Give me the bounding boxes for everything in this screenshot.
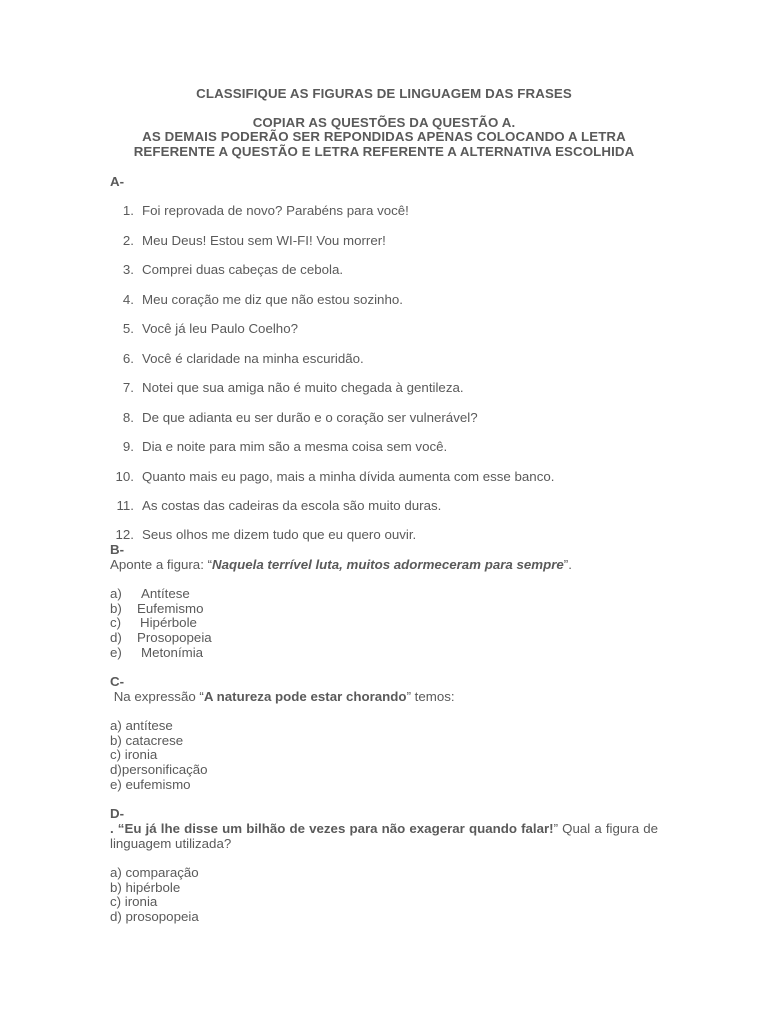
list-item-number: 6. <box>122 351 134 366</box>
list-item-number: 8. <box>122 410 134 425</box>
prompt-prefix: Na expressão “ <box>110 689 204 704</box>
prompt-prefix: Aponte a figura: “ <box>110 557 213 572</box>
list-item: De que adianta eu ser durão e o coração ser vulnerável? <box>142 410 478 425</box>
prompt-quote: Eu já lhe disse um bilhão de vezes para não exagerar quando falar! <box>124 821 554 836</box>
section-b-prompt <box>110 557 572 572</box>
list-item-number: 7. <box>122 380 134 395</box>
prompt-quote: Naquela terrível luta, muitos adormeceram para sempre <box>212 557 564 572</box>
section-b-label: B- <box>110 542 125 557</box>
option-text: Hipérbole <box>140 615 197 630</box>
list-item-number: 10. <box>115 469 134 484</box>
instruction-line-2: AS DEMAIS PODERÃO SER REPONDIDAS APENAS COLOCANDO A LETRA <box>142 129 626 144</box>
list-item: Foi reprovada de novo? Parabéns para você! <box>142 203 409 218</box>
section-c-label: C- <box>110 674 125 689</box>
list-item: Comprei duas cabeças de cebola. <box>142 262 344 277</box>
list-item-number: 4. <box>122 292 134 307</box>
instruction-line-3: REFERENTE A QUESTÃO E LETRA REFERENTE A ALTERNATIVA ESCOLHIDA <box>133 144 635 159</box>
list-item-number: 2. <box>122 233 134 248</box>
list-item: Você já leu Paulo Coelho? <box>142 321 298 336</box>
option-letter: b) <box>110 601 122 616</box>
section-a-label: A- <box>110 174 125 189</box>
option-letter: c) <box>110 615 122 630</box>
option: b) catacrese <box>110 733 184 748</box>
page-title: CLASSIFIQUE AS FIGURAS DE LINGUAGEM DAS FRASES <box>196 86 572 101</box>
list-item: As costas das cadeiras da escola são muito duras. <box>142 498 442 513</box>
option-letter: e) <box>110 645 122 660</box>
option: a) antítese <box>110 718 173 733</box>
section-d-prompt <box>110 821 658 851</box>
option: a) comparação <box>110 865 199 880</box>
option-text: Antítese <box>141 586 190 601</box>
section-c-prompt <box>110 689 455 704</box>
prompt-quote: A natureza pode estar chorando <box>203 689 407 704</box>
option-text: Prosopopeia <box>137 630 212 645</box>
option: c) ironia <box>110 747 158 762</box>
list-item-number: 1. <box>122 203 134 218</box>
option-text: Metonímia <box>141 645 204 660</box>
option: c) ironia <box>110 894 158 909</box>
list-item-number: 5. <box>122 321 134 336</box>
prompt-suffix: ”. <box>563 557 572 572</box>
prompt-suffix: ” Qual a figura de linguagem utilizada? <box>110 821 658 851</box>
instruction-line-1: COPIAR AS QUESTÕES DA QUESTÃO A. <box>252 115 516 130</box>
list-item-number: 11. <box>116 498 134 513</box>
list-item: Dia e noite para mim são a mesma coisa sem você. <box>142 439 448 454</box>
list-item: Meu coração me diz que não estou sozinho. <box>142 292 403 307</box>
option-letter: d) <box>110 630 122 645</box>
option: d)personificação <box>110 762 208 777</box>
option: e) eufemismo <box>110 777 191 792</box>
prompt-prefix: . “ <box>110 821 125 836</box>
section-d-label: D- <box>110 806 125 821</box>
option: d) prosopopeia <box>110 909 199 924</box>
list-item: Seus olhos me dizem tudo que eu quero ouvir. <box>142 527 417 542</box>
option-text: Eufemismo <box>137 601 204 616</box>
prompt-suffix: ” temos: <box>406 689 455 704</box>
option-letter: a) <box>110 586 122 601</box>
list-item: Você é claridade na minha escuridão. <box>142 351 364 366</box>
list-item-number: 9. <box>122 439 134 454</box>
list-item-number: 3. <box>122 262 134 277</box>
option: b) hipérbole <box>110 880 181 895</box>
list-item: Notei que sua amiga não é muito chegada à gentileza. <box>142 380 464 395</box>
list-item: Meu Deus! Estou sem WI-FI! Vou morrer! <box>142 233 386 248</box>
list-item-number: 12. <box>115 527 134 542</box>
list-item: Quanto mais eu pago, mais a minha dívida aumenta com esse banco. <box>142 469 555 484</box>
